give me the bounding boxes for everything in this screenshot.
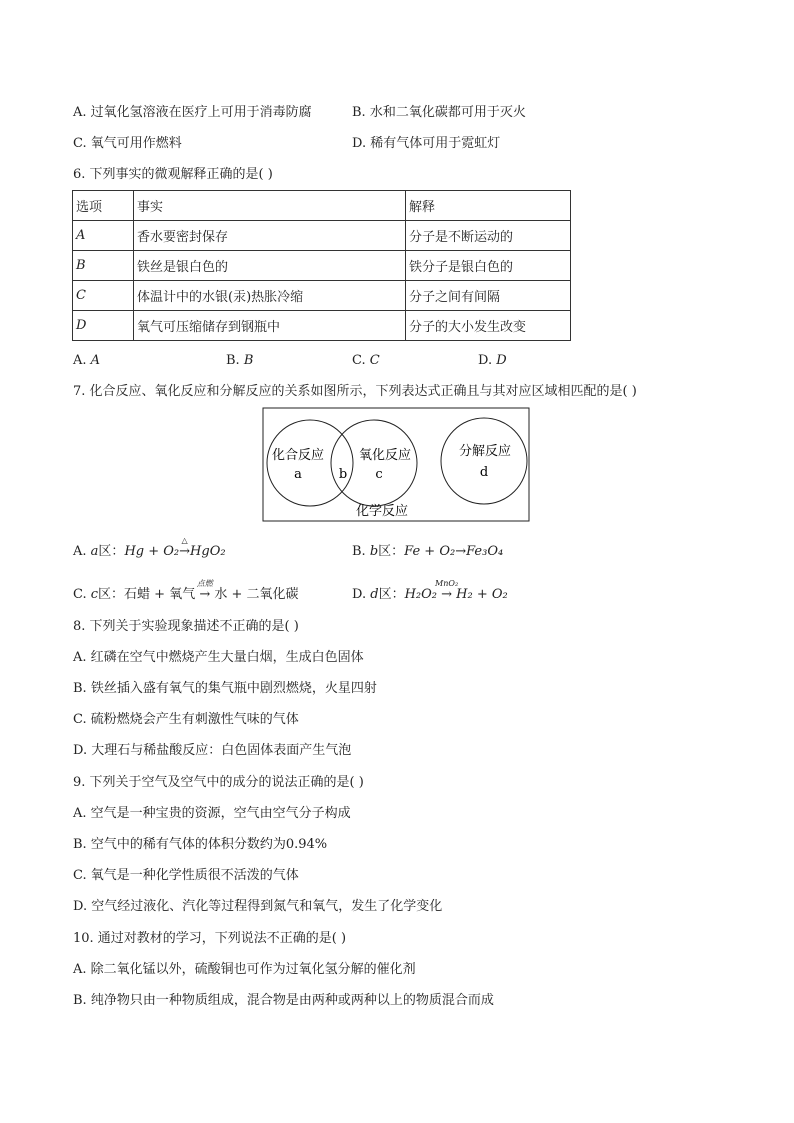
q8-stem: 8. 下列关于实验现象描述不正确的是( ) [73, 619, 299, 634]
heat-condition: △ [181, 536, 188, 545]
region-letter-a: a [294, 467, 302, 482]
decomposition-circle [441, 418, 527, 504]
table-cell: 铁丝是银白色的 [134, 251, 406, 281]
table-cell: A [73, 221, 134, 251]
q10-option-b: B. 纯净物只由一种物质组成，混合物是由两种或两种以上的物质混合而成 [73, 993, 494, 1008]
option-zone: 区： [378, 587, 405, 602]
q5-option-b: B. 水和二氧化碳都可用于灭火 [352, 105, 526, 120]
q9-option-d: D. 空气经过液化、汽化等过程得到氮气和氧气，发生了化学变化 [73, 899, 443, 914]
q10-option-a: A. 除二氧化锰以外，硫酸铜也可作为过氧化氢分解的催化剂 [73, 962, 416, 977]
equation-reactants: H₂O₂ [404, 587, 442, 602]
table-cell: 体温计中的水银(汞)热胀冷缩 [134, 281, 406, 311]
q8-option-b: B. 铁丝插入盛有氧气的集气瓶中剧烈燃烧，火星四射 [73, 681, 377, 696]
option-prefix: C. [352, 353, 370, 368]
option-zone: 区： [98, 544, 125, 559]
region-letter-d: d [479, 465, 489, 480]
equation-reactants: Hg + O₂ [124, 544, 180, 559]
table-cell: 分子之间有间隔 [406, 281, 571, 311]
q6-option-c [352, 352, 380, 370]
q6-option-a [73, 352, 100, 370]
q7-option-c [73, 579, 299, 604]
catalyst-condition: MnO₂ [435, 579, 459, 588]
q10-stem: 10. 通过对教材的学习，下列说法不正确的是( ) [73, 931, 347, 946]
q8-option-a: A. 红磷在空气中燃烧产生大量白烟，生成白色固体 [73, 650, 364, 665]
q7-stem: 7. 化合反应、氧化反应和分解反应的关系如图所示，下列表达式正确且与其对应区域相匹配的是( ) [73, 384, 637, 399]
box-label-chemical-reaction: 化学反应 [355, 504, 409, 519]
q9-stem: 9. 下列关于空气及空气中的成分的说法正确的是( ) [73, 775, 364, 790]
circle-label-oxidation: 氧化反应 [358, 448, 412, 463]
table-row [73, 281, 571, 311]
option-zone: 区： [98, 587, 125, 602]
arrow-symbol: → [179, 544, 191, 559]
option-prefix: B. [352, 544, 370, 559]
q6-table [72, 190, 571, 341]
table-header-row [73, 191, 571, 221]
reaction-arrow [435, 579, 459, 604]
table-header-cell: 选项 [73, 191, 134, 221]
option-prefix: C. [73, 587, 91, 602]
region-letter-c: c [375, 467, 383, 482]
equation-reactants: Fe + O₂ [404, 544, 456, 559]
circle-label-decomposition: 分解反应 [458, 444, 512, 459]
option-zone: 区： [378, 544, 405, 559]
equation-right: 水 + 二氧化碳 [210, 587, 299, 602]
region-letter-b: b [338, 467, 348, 482]
oxidation-circle [331, 420, 417, 506]
reaction-arrow [196, 579, 213, 604]
reaction-arrow [179, 536, 191, 561]
equation-products: H₂ + O₂ [452, 587, 508, 602]
combination-circle [267, 420, 353, 506]
table-header-cell: 解释 [406, 191, 571, 221]
q5-option-a: A. 过氧化氢溶液在医疗上可用于消毒防腐 [73, 105, 312, 120]
option-region: c [90, 587, 99, 602]
table-cell: 铁分子是银白色的 [406, 251, 571, 281]
option-region: a [90, 544, 99, 559]
q5-option-c: C. 氧气可用作燃料 [73, 136, 182, 151]
option-prefix: D. [352, 587, 371, 602]
table-header-cell: 事实 [134, 191, 406, 221]
q6-stem: 6. 下列事实的微观解释正确的是( ) [73, 167, 273, 182]
table-cell: B [73, 251, 134, 281]
table-row [73, 251, 571, 281]
q9-option-b: B. 空气中的稀有气体的体积分数约为0.94% [73, 837, 328, 852]
q7-option-b [352, 543, 503, 561]
ignite-condition: 点燃 [196, 579, 213, 588]
arrow-symbol: → [441, 587, 453, 602]
arrow-symbol: → [455, 544, 467, 559]
q7-option-a [73, 536, 226, 561]
option-letter: C [369, 353, 380, 368]
equation-products: HgO₂ [190, 544, 226, 559]
equation-left: 石蜡 + 氧气 [124, 587, 200, 602]
equation-products: Fe₃O₄ [466, 544, 504, 559]
option-prefix: D. [478, 353, 497, 368]
option-prefix: A. [73, 544, 91, 559]
option-prefix: B. [226, 353, 244, 368]
option-prefix: A. [73, 353, 91, 368]
table-row [73, 311, 571, 341]
table-cell: D [73, 311, 134, 341]
q7-option-d [352, 579, 508, 604]
table-cell: 氧气可压缩储存到钢瓶中 [134, 311, 406, 341]
q9-option-a: A. 空气是一种宝贵的资源，空气由空气分子构成 [73, 806, 351, 821]
q8-option-c: C. 硫粉燃烧会产生有刺激性气味的气体 [73, 712, 299, 727]
reaction-venn-diagram [262, 407, 530, 523]
option-letter: A [90, 353, 101, 368]
option-region: b [369, 544, 379, 559]
circle-label-combination: 化合反应 [271, 448, 325, 463]
table-cell: 香水要密封保存 [134, 221, 406, 251]
q6-option-b [226, 352, 253, 370]
q8-option-d: D. 大理石与稀盐酸反应：白色固体表面产生气泡 [73, 743, 352, 758]
table-cell: 分子是不断运动的 [406, 221, 571, 251]
table-cell: C [73, 281, 134, 311]
q9-option-c: C. 氧气是一种化学性质很不活泼的气体 [73, 868, 299, 883]
option-region: d [370, 587, 379, 602]
q5-option-d: D. 稀有气体可用于霓虹灯 [352, 136, 501, 151]
arrow-symbol: → [199, 587, 211, 602]
table-row [73, 221, 571, 251]
option-letter: D [496, 353, 507, 368]
q6-option-d [478, 352, 507, 370]
table-cell: 分子的大小发生改变 [406, 311, 571, 341]
option-letter: B [243, 353, 254, 368]
